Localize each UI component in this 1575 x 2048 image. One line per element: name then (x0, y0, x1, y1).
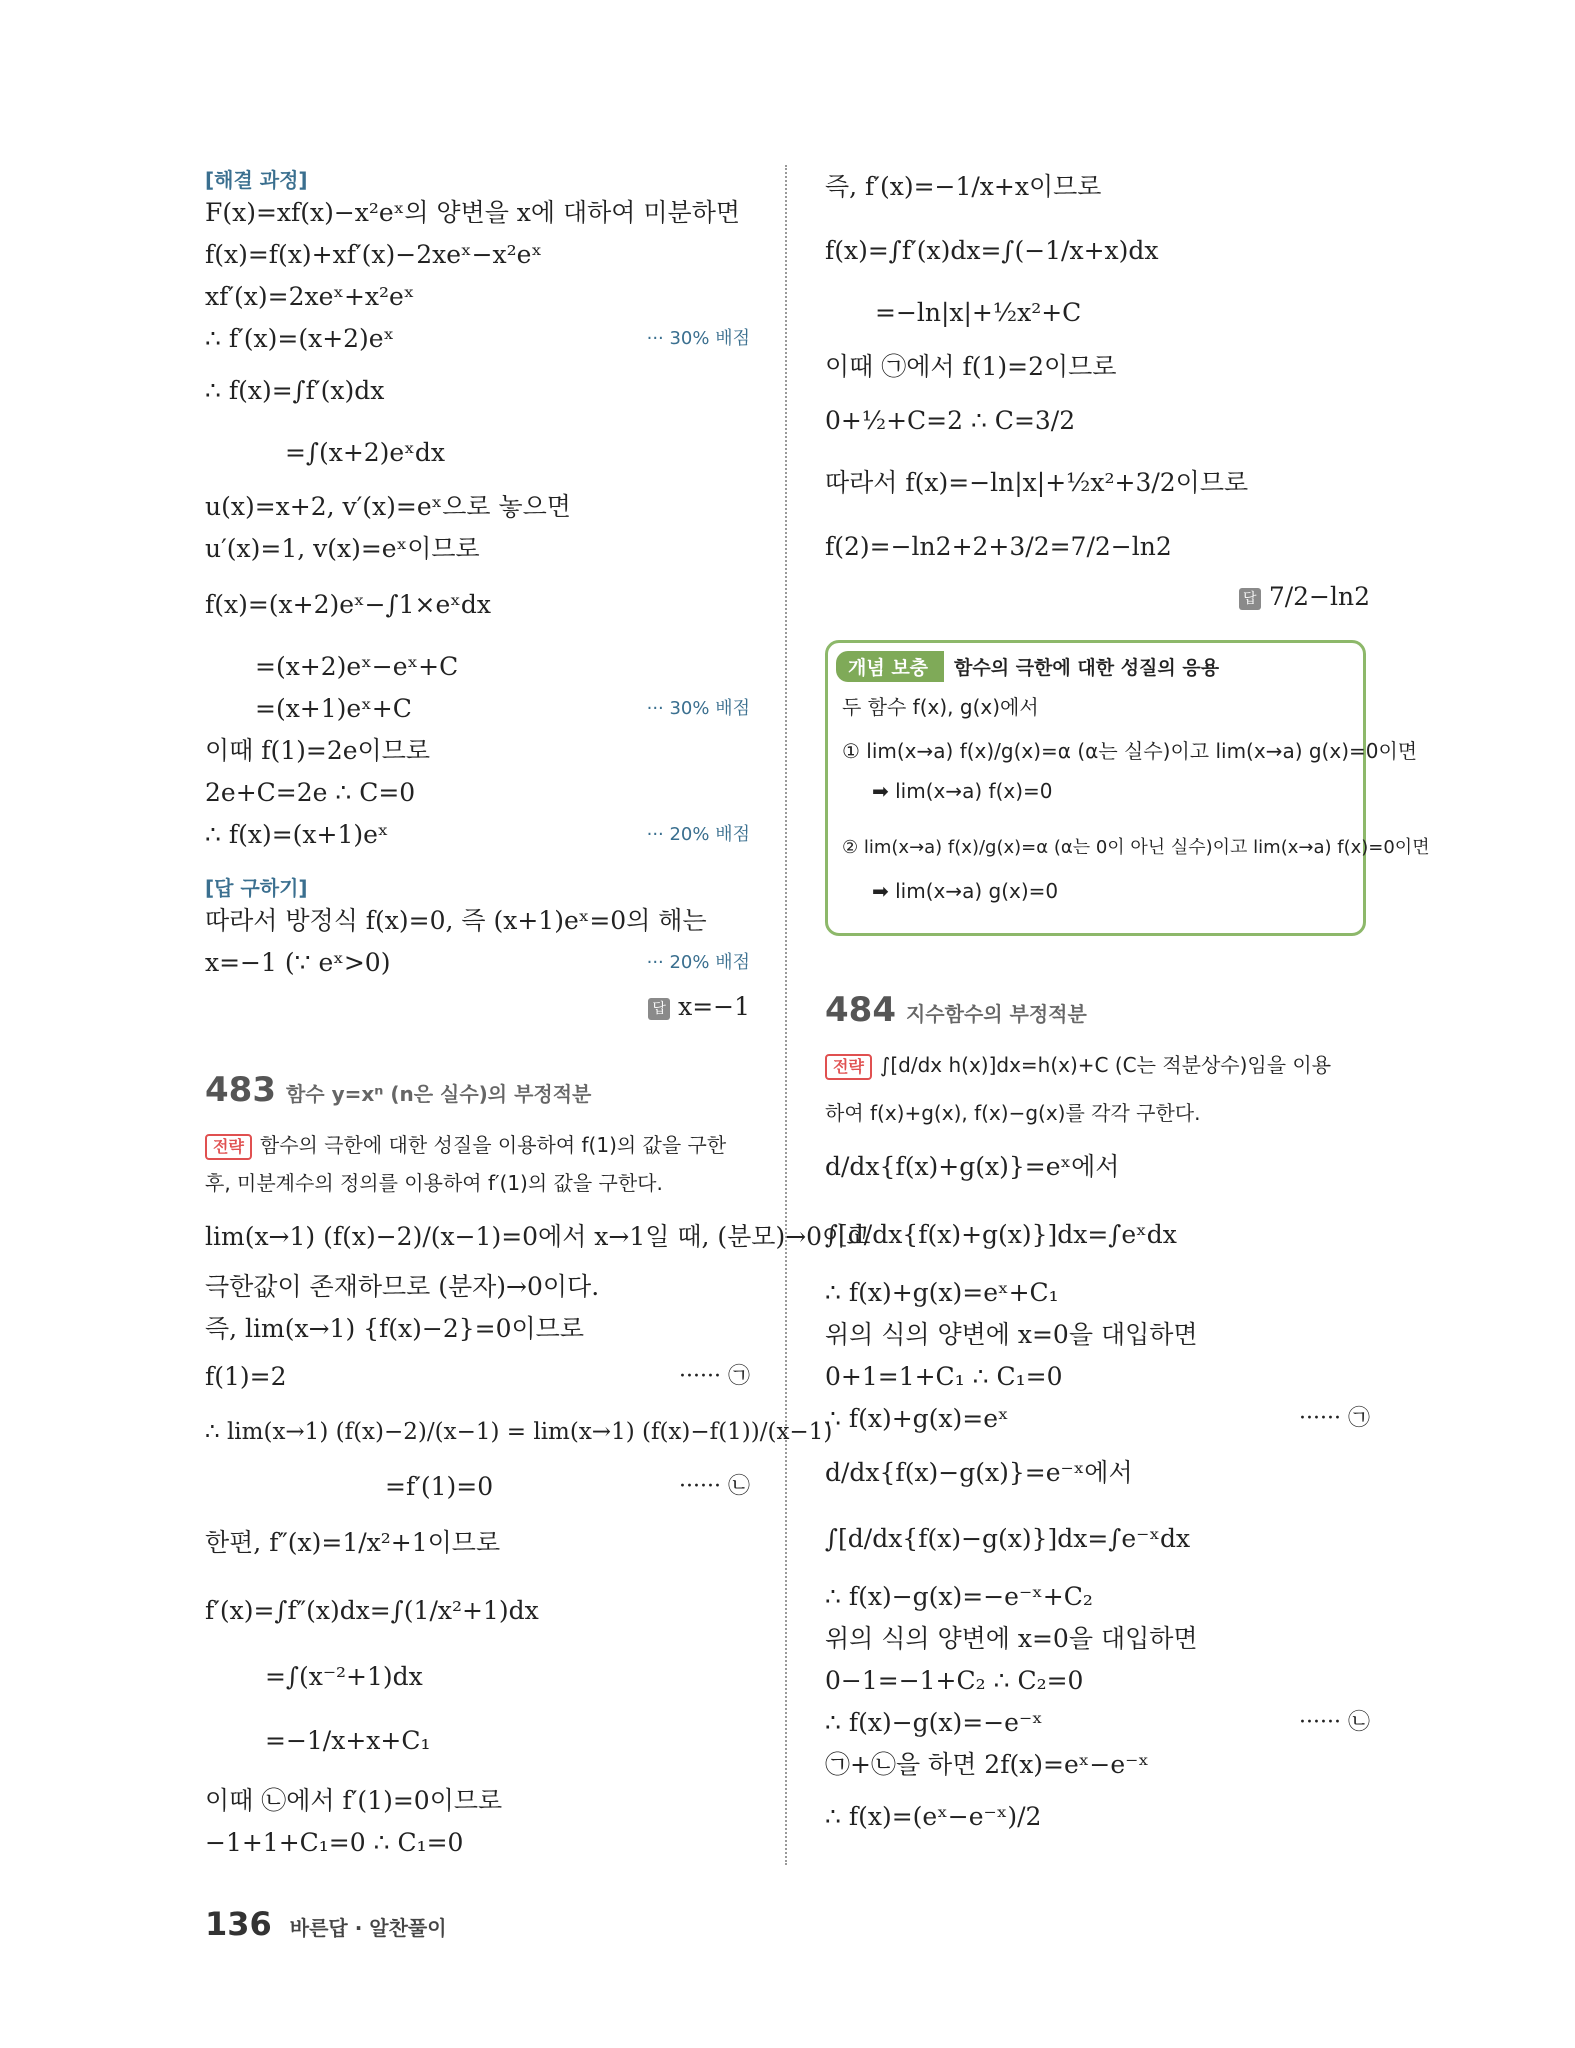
page-number: 136 (205, 1905, 272, 1943)
section-heading-answer: [답 구하기] (205, 876, 308, 900)
strategy-line (825, 1048, 1331, 1082)
concept-box-header (836, 651, 1219, 682)
solution-line: ∫[d/dx{f(x)+g(x)}]dx=∫eˣdx (825, 1220, 1177, 1249)
concept-title: 함수의 극한에 대한 성질의 응용 (954, 657, 1220, 679)
problem-title: 함수 y=xⁿ (n은 실수)의 부정적분 (285, 1082, 592, 1106)
strategy-line (205, 1128, 726, 1162)
solution-line: f(x)=(x+2)eˣ−∫1×eˣdx (205, 590, 491, 619)
concept-line: 두 함수 f(x), g(x)에서 (842, 695, 1039, 719)
solution-line: −1+1+C₁=0 ∴ C₁=0 (205, 1828, 464, 1857)
solution-line: ∴ lim(x→1) (f(x)−2)/(x−1) = lim(x→1) (f(x)−f(1))/(x−1) (205, 1419, 833, 1445)
solution-line: =f′(1)=0 (385, 1472, 494, 1501)
solution-line: d/dx{f(x)−g(x)}=e⁻ˣ에서 (825, 1458, 1133, 1487)
solution-line: ∴ f(x)+g(x)=eˣ (825, 1404, 1009, 1433)
solution-line: ∴ f(x)=(eˣ−e⁻ˣ)/2 (825, 1802, 1042, 1831)
concept-line: ② lim(x→a) f(x)/g(x)=α (α는 0이 아닌 실수)이고 lim(x→a) f(x)=0이면 (842, 837, 1430, 858)
strategy-tag: 전략 (205, 1134, 252, 1160)
strategy-line: 하여 f(x)+g(x), f(x)−g(x)를 각각 구한다. (825, 1101, 1201, 1125)
solution-line: ㉠+㉡을 하면 2f(x)=eˣ−e⁻ˣ (825, 1750, 1149, 1779)
equation-marker: ······ ㉡ (1299, 1710, 1370, 1735)
equation-marker: ······ ㉠ (1299, 1406, 1370, 1431)
solution-line: 위의 식의 양변에 x=0을 대입하면 (825, 1624, 1198, 1653)
solution-line: =−1/x+x+C₁ (265, 1726, 431, 1755)
solution-line: f(x)=f(x)+xf′(x)−2xeˣ−x²eˣ (205, 240, 543, 269)
solution-line: 이때 ㉡에서 f′(1)=0이므로 (205, 1786, 503, 1815)
strategy-tag: 전략 (825, 1054, 872, 1080)
solution-line: 따라서 f(x)=−ln|x|+½x²+3/2이므로 (825, 468, 1249, 497)
solution-line: x=−1 (∵ eˣ>0) (205, 948, 391, 977)
solution-line: ∴ f(x)=(x+1)eˣ (205, 820, 389, 849)
solution-line: 이때 f(1)=2e이므로 (205, 736, 431, 765)
solution-line: u(x)=x+2, v′(x)=eˣ으로 놓으면 (205, 492, 571, 521)
solution-line: 위의 식의 양변에 x=0을 대입하면 (825, 1320, 1198, 1349)
solution-line: 0−1=−1+C₂ ∴ C₂=0 (825, 1666, 1084, 1695)
concept-tag: 개념 보충 (836, 651, 944, 682)
solution-line: 즉, lim(x→1) {f(x)−2}=0이므로 (205, 1314, 584, 1343)
solution-line: f(x)=∫f′(x)dx=∫(−1/x+x)dx (825, 236, 1159, 265)
answer-value: 7/2−ln2 (1268, 582, 1370, 611)
solution-line: 즉, f′(x)=−1/x+x이므로 (825, 172, 1102, 201)
solution-line: 따라서 방정식 f(x)=0, 즉 (x+1)eˣ=0의 해는 (205, 906, 707, 935)
score-note: ··· 20% 배점 (646, 952, 750, 973)
solution-line: 0+½+C=2 ∴ C=3/2 (825, 406, 1076, 435)
answer-value: x=−1 (678, 992, 750, 1021)
footer-text: 바른답 · 알찬풀이 (289, 1916, 447, 1940)
concept-line: ➡ lim(x→a) f(x)=0 (872, 779, 1053, 803)
problem-number: 483 (205, 1070, 276, 1110)
strategy-text: ∫[d/dx h(x)]dx=h(x)+C (C는 적분상수)임을 이용 (879, 1053, 1332, 1077)
strategy-text: 함수의 극한에 대한 성질을 이용하여 f(1)의 값을 구한 (259, 1133, 727, 1157)
column-divider (785, 165, 787, 1865)
score-note: ··· 20% 배점 (646, 824, 750, 845)
section-heading-process: [해결 과정] (205, 168, 308, 192)
solution-line: f′(x)=∫f″(x)dx=∫(1/x²+1)dx (205, 1596, 539, 1625)
problem-number: 484 (825, 990, 896, 1030)
concept-line: ➡ lim(x→a) g(x)=0 (872, 879, 1059, 903)
solution-line: f(1)=2 (205, 1362, 287, 1391)
solution-line: ∴ f(x)+g(x)=eˣ+C₁ (825, 1278, 1059, 1307)
solution-line: =(x+1)eˣ+C (255, 694, 412, 723)
solution-line: ∴ f′(x)=(x+2)eˣ (205, 324, 395, 353)
final-answer (1239, 580, 1370, 614)
solution-line: 극한값이 존재하므로 (분자)→0이다. (205, 1272, 600, 1301)
solution-line: =∫(x+2)eˣdx (285, 438, 445, 467)
solution-line: ∴ f(x)−g(x)=−e⁻ˣ+C₂ (825, 1582, 1093, 1611)
solution-line: 2e+C=2e ∴ C=0 (205, 778, 416, 807)
solution-line: F(x)=xf(x)−x²eˣ의 양변을 x에 대하여 미분하면 (205, 198, 741, 227)
solution-line: xf′(x)=2xeˣ+x²eˣ (205, 282, 415, 311)
solution-line: 0+1=1+C₁ ∴ C₁=0 (825, 1362, 1063, 1391)
solution-line: u′(x)=1, v(x)=eˣ이므로 (205, 534, 480, 563)
solution-line: d/dx{f(x)+g(x)}=eˣ에서 (825, 1152, 1120, 1181)
concept-line: ① lim(x→a) f(x)/g(x)=α (α는 실수)이고 lim(x→a) g(x)=0이면 (842, 739, 1418, 763)
answer-icon: 답 (1239, 588, 1261, 610)
problem-title: 지수함수의 부정적분 (905, 1002, 1087, 1026)
solution-line: 이때 ㉠에서 f(1)=2이므로 (825, 352, 1117, 381)
answer-icon: 답 (648, 998, 670, 1020)
solution-line: =∫(x⁻²+1)dx (265, 1662, 423, 1691)
equation-marker: ······ ㉠ (679, 1364, 750, 1389)
solution-line: =(x+2)eˣ−eˣ+C (255, 652, 459, 681)
final-answer (648, 990, 750, 1024)
solution-line: ∫[d/dx{f(x)−g(x)}]dx=∫e⁻ˣdx (825, 1524, 1191, 1553)
score-note: ··· 30% 배점 (646, 698, 750, 719)
score-note: ··· 30% 배점 (646, 328, 750, 349)
concept-box (825, 640, 1430, 936)
page-footer (205, 1905, 447, 1943)
problem-484-heading (825, 990, 1087, 1030)
solution-line: =−ln|x|+½x²+C (875, 298, 1082, 327)
strategy-line: 후, 미분계수의 정의를 이용하여 f′(1)의 값을 구한다. (205, 1171, 663, 1195)
solution-line: ∴ f(x)=∫f′(x)dx (205, 376, 385, 405)
equation-marker: ······ ㉡ (679, 1474, 750, 1499)
solution-line: lim(x→1) (f(x)−2)/(x−1)=0에서 x→1일 때, (분모)→0이고 (205, 1222, 871, 1251)
solution-line: 한편, f″(x)=1/x²+1이므로 (205, 1528, 501, 1557)
problem-483-heading (205, 1070, 591, 1110)
solution-line: f(2)=−ln2+2+3/2=7/2−ln2 (825, 532, 1172, 561)
solution-line: ∴ f(x)−g(x)=−e⁻ˣ (825, 1708, 1043, 1737)
